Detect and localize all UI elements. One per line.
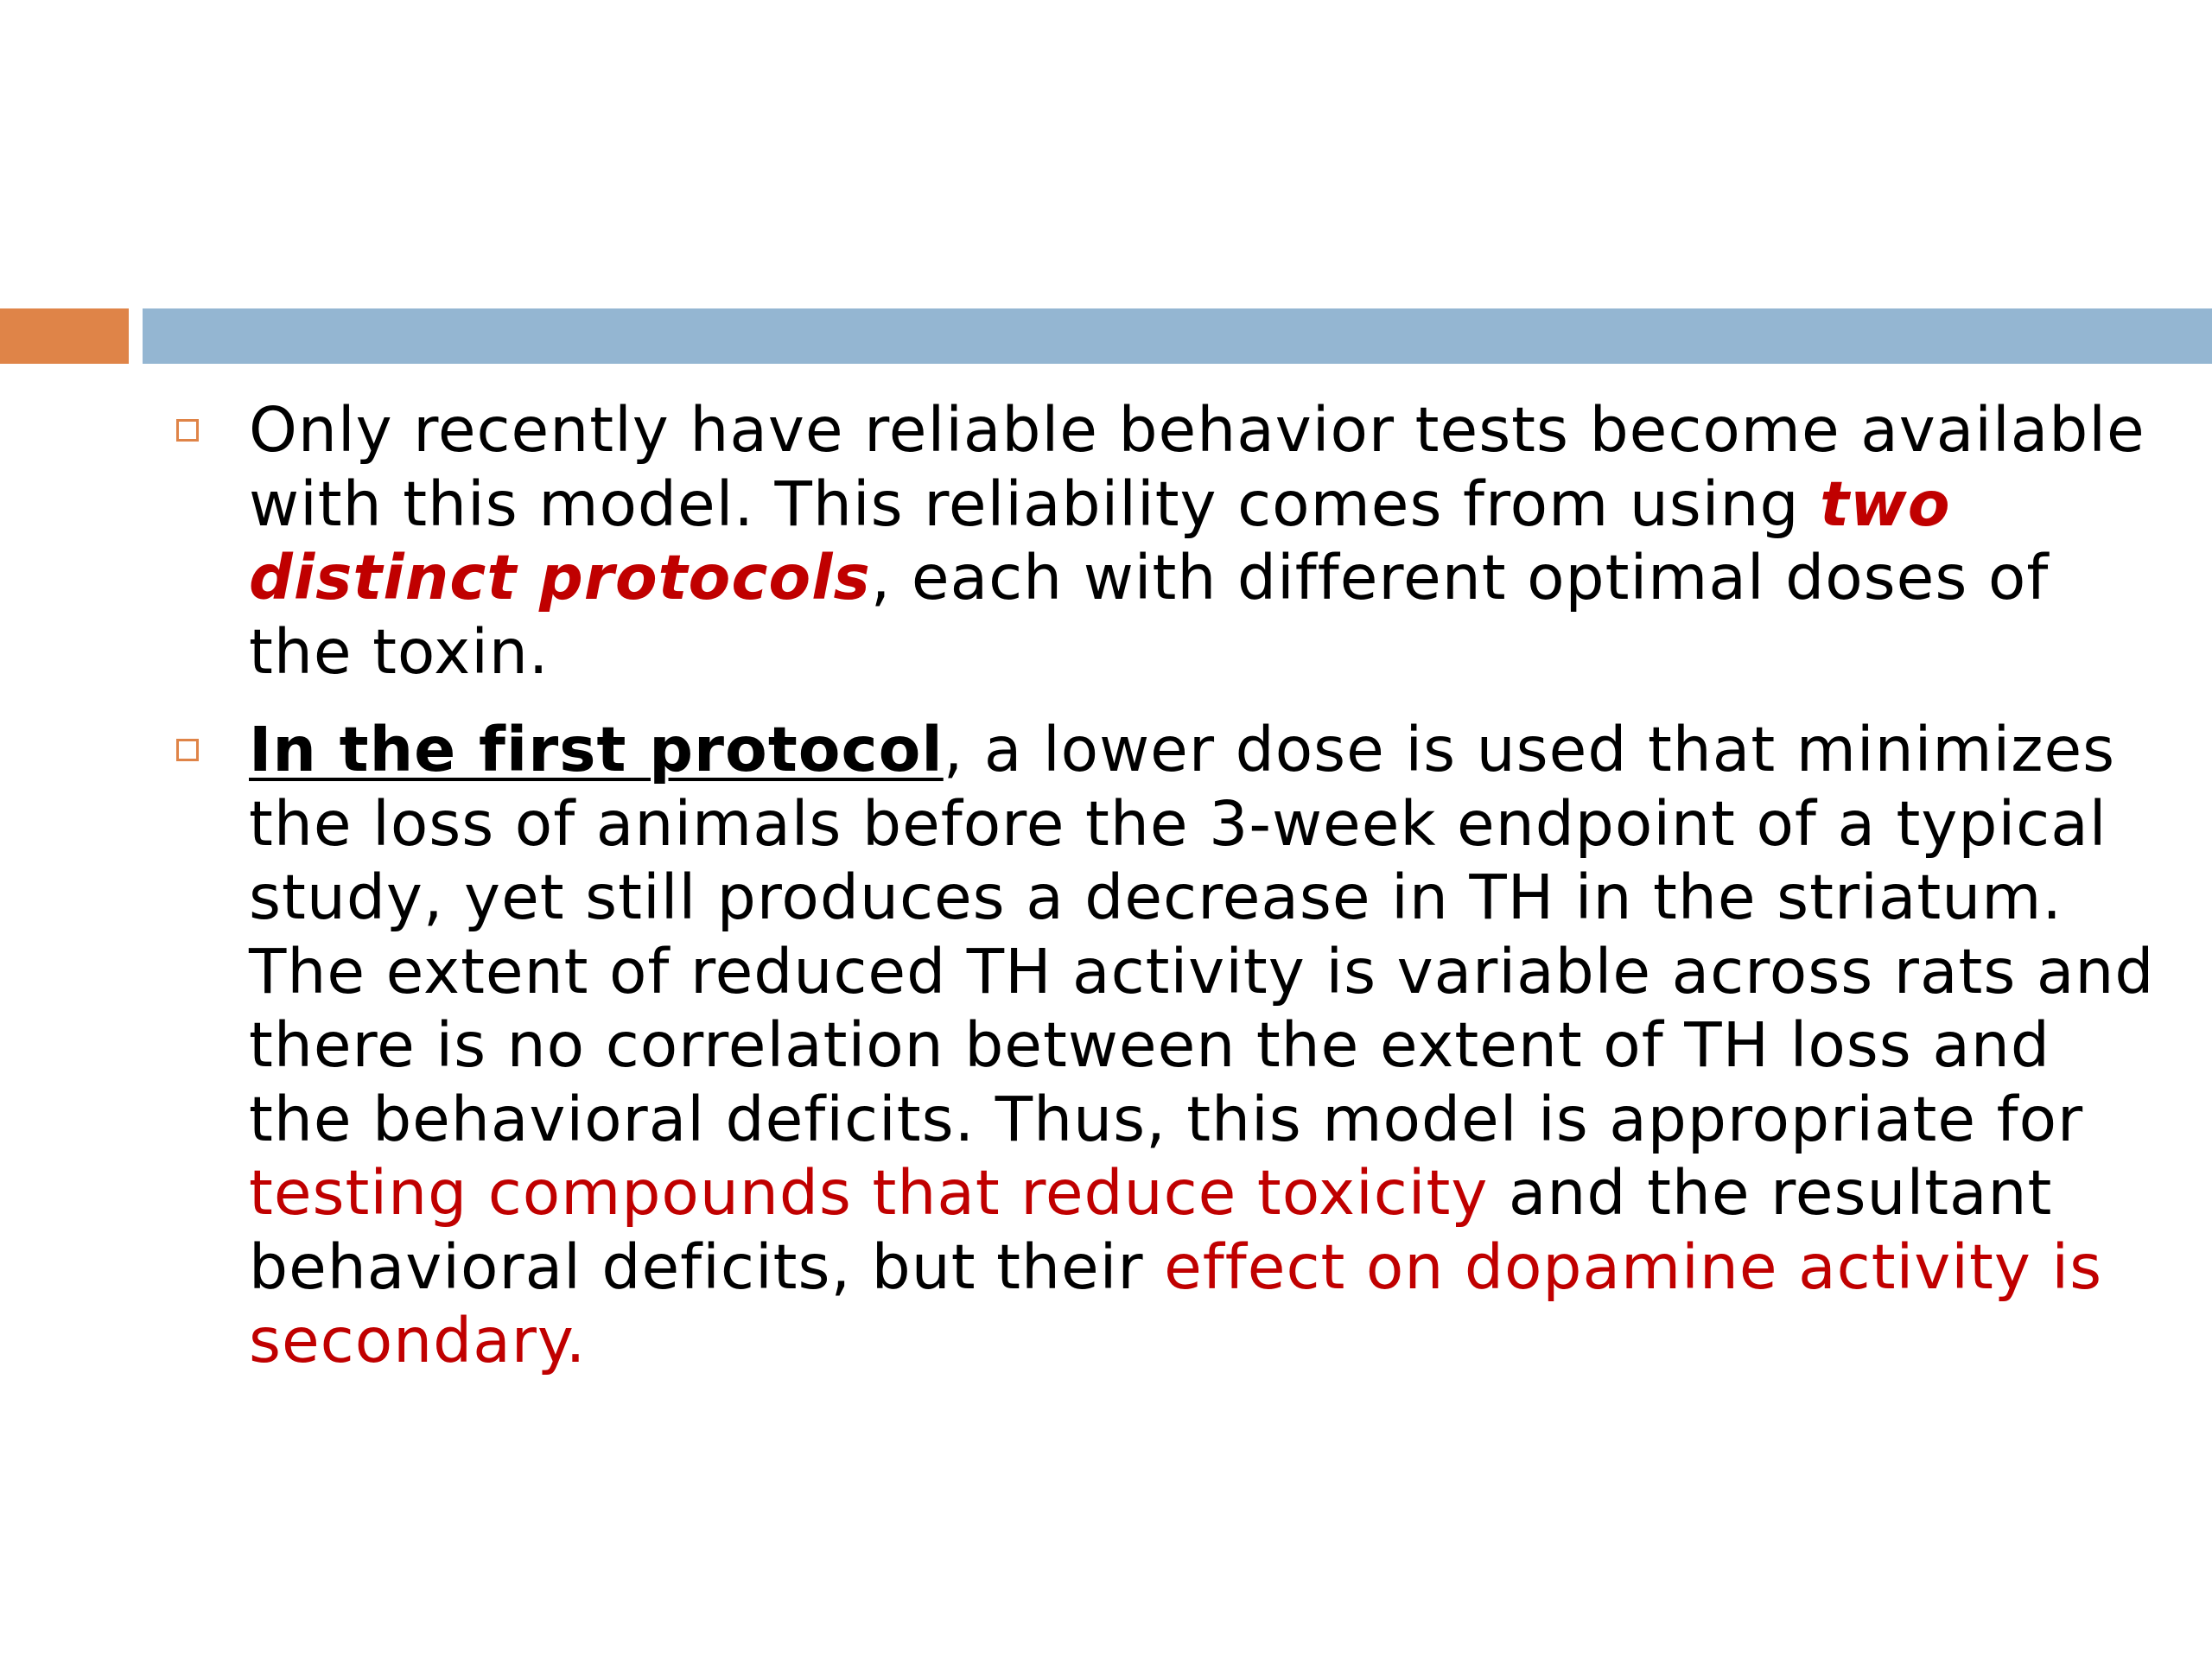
- bullet-1-text-2: , each with different optimal doses of the toxin.: [249, 542, 2050, 688]
- hollow-square-bullet-icon: [176, 739, 199, 761]
- bullet-1-text-1: Only recently have reliable behavior tests become available with this model. This reliability comes from using: [249, 394, 2145, 540]
- bullet-2-text-2: and the resultant behavioral deficits, but their: [249, 1157, 2053, 1303]
- accent-bar: [0, 308, 129, 364]
- title-bar: [143, 308, 2212, 364]
- bullet-item-2: [173, 713, 2160, 1378]
- bullet-2-text-1: , a lower dose is used that minimizes the loss of animals before the 3-week endpoint of a typical study, yet still produces a decrease in TH in the striatum. The extent of reduced TH activity is variable across rats and there is no correlation between the extent of TH loss and the behavioral deficits. Thus, this model is appropriate for: [249, 714, 2155, 1155]
- bullet-item-1: [173, 393, 2160, 689]
- bullet-2-highlight-testing-compounds: testing compounds that reduce toxicity: [249, 1157, 1489, 1229]
- bullet-2-heading-first-protocol: In the first protocol: [249, 714, 944, 785]
- slide-content: [173, 393, 2160, 1402]
- hollow-square-bullet-icon: [176, 419, 199, 442]
- bullet-2-highlight-dopamine-effect: effect on dopamine activity is secondary.: [249, 1230, 2103, 1376]
- bullet-1-highlight-two-distinct-protocols: two distinct protocols: [249, 467, 1951, 613]
